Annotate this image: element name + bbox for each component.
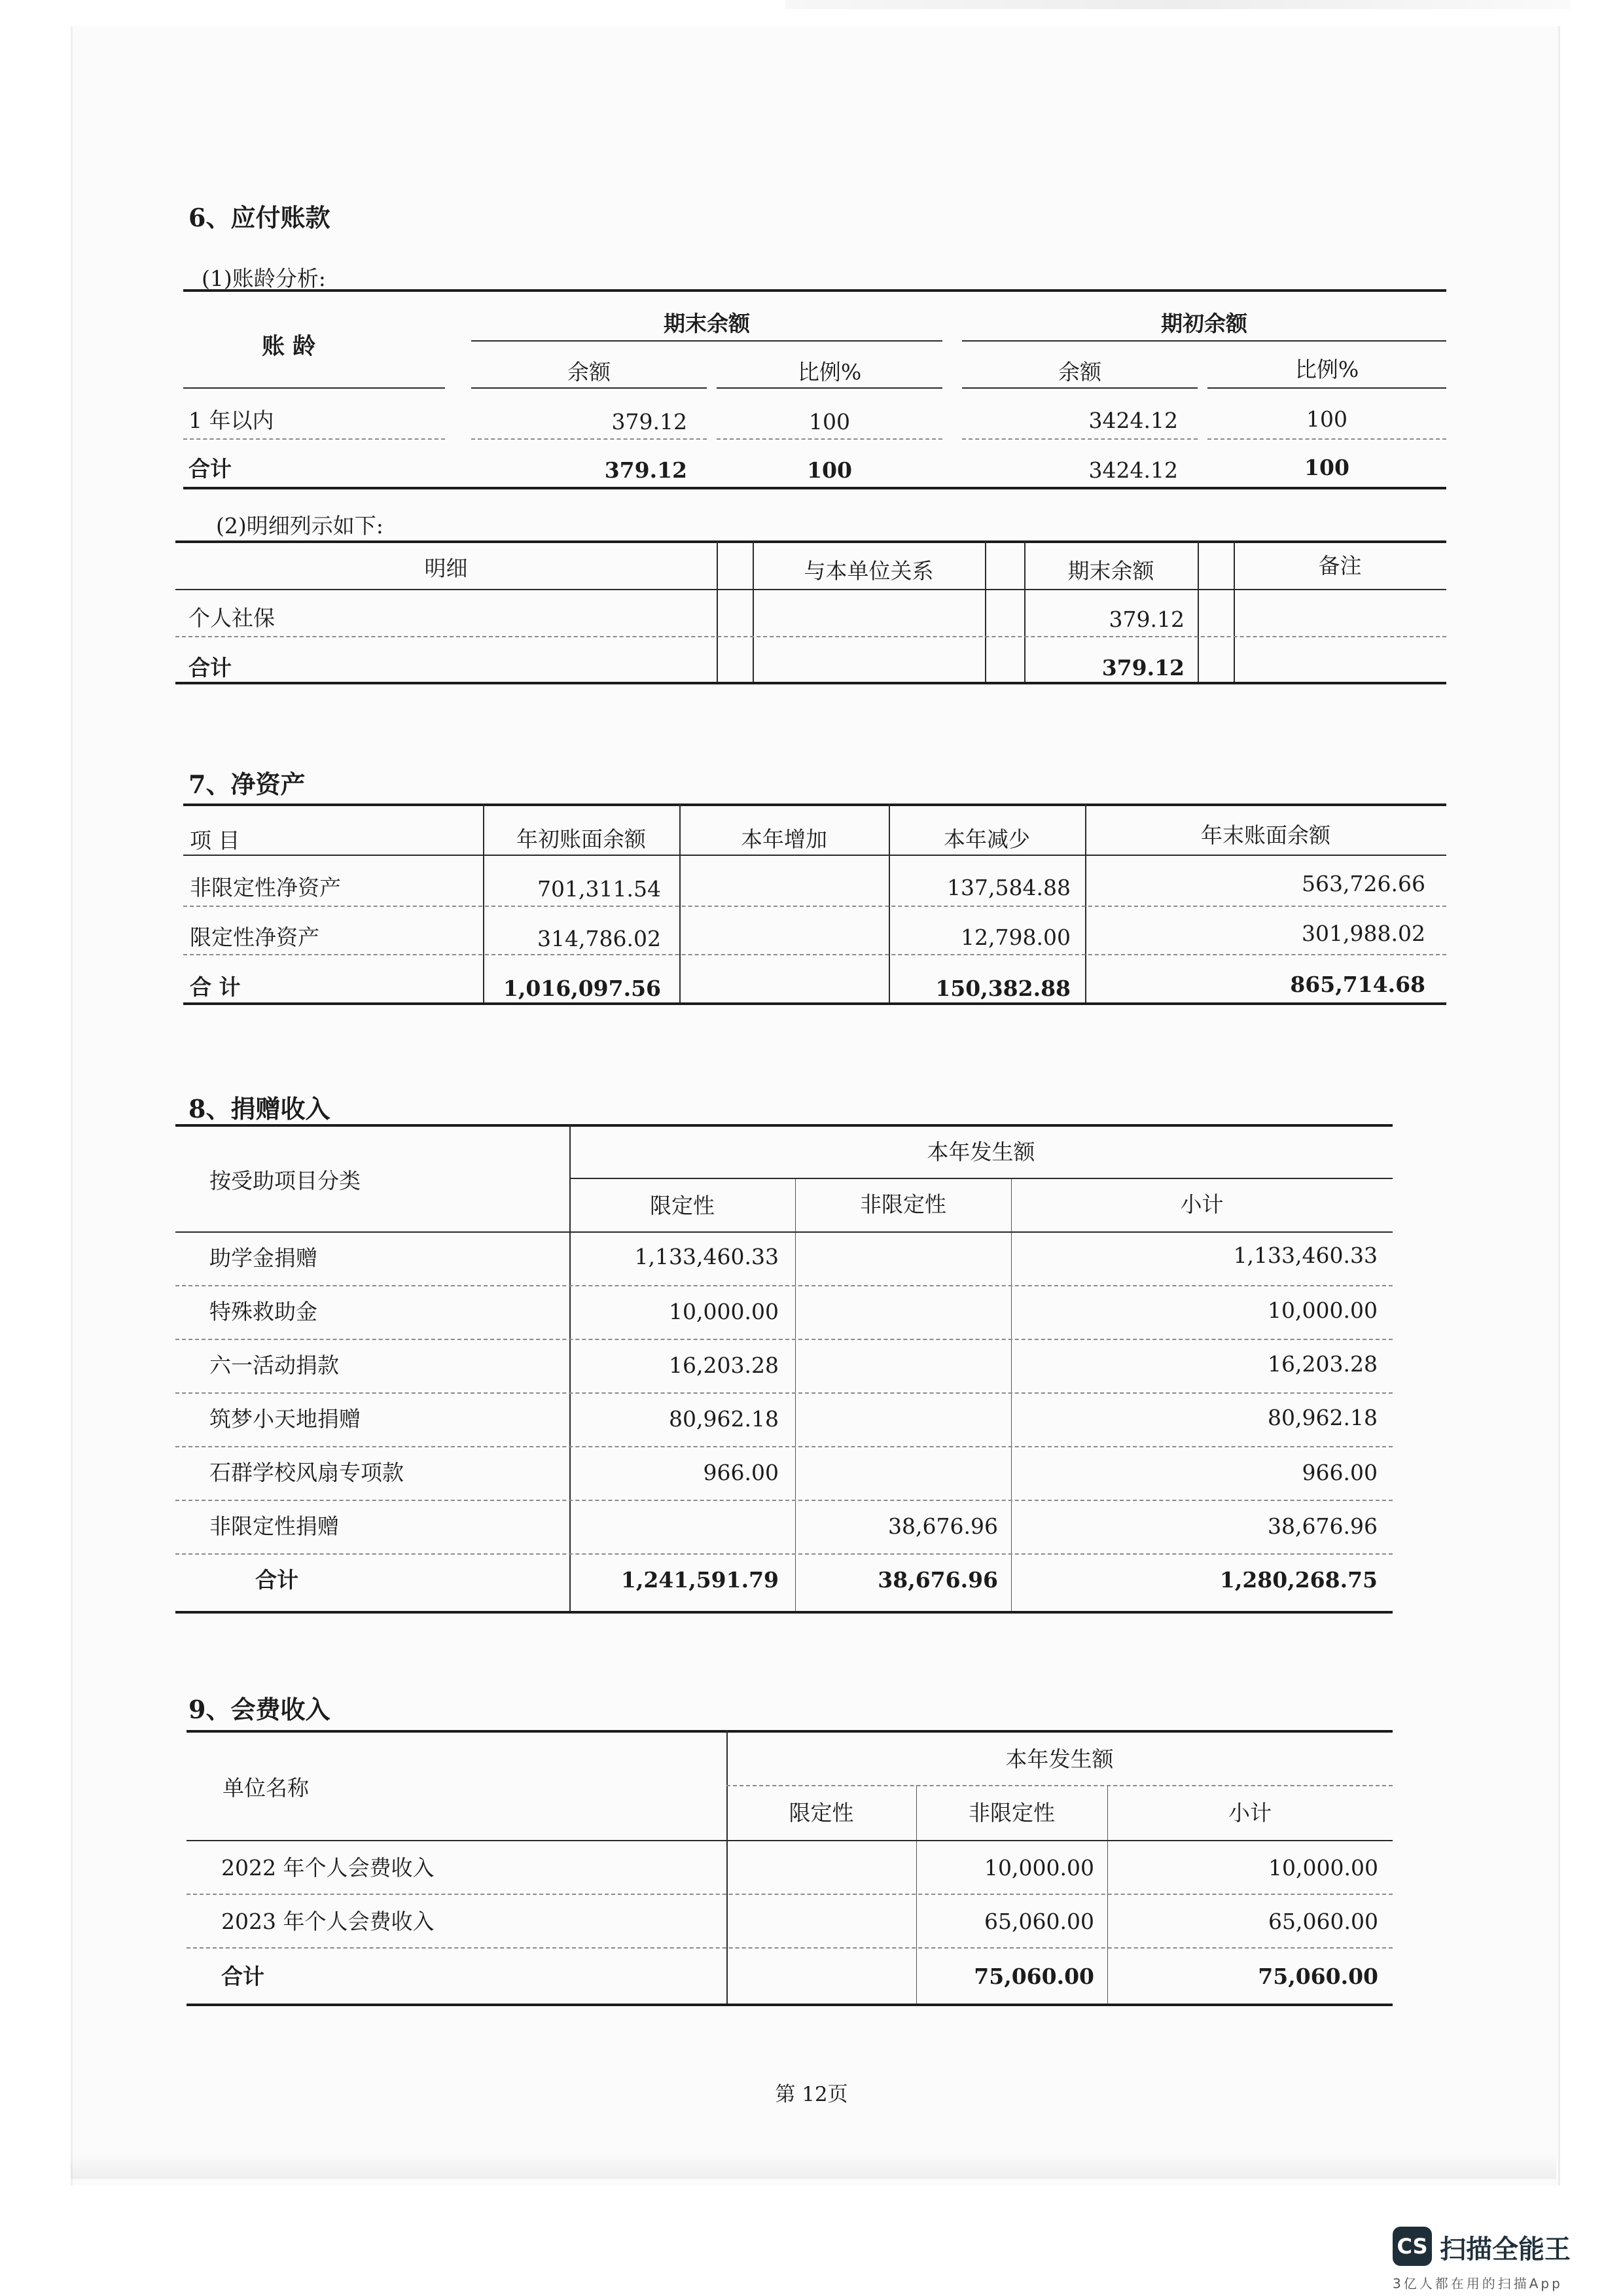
detail-col-relation: 与本单位关系 [804,558,934,584]
detail-row-end-balance: 379.12 [1109,607,1185,632]
fee-row-subtotal: 65,060.00 [1268,1909,1378,1934]
aging-row-end-balance: 379.12 [611,409,687,434]
fee-total-subtotal: 75,060.00 [1258,1964,1378,1989]
donation-sub-subtotal: 小计 [1180,1192,1224,1217]
detail-total-end-balance: 379.12 [1101,655,1185,680]
camscanner-tagline: 3亿人都在用的扫描App [1393,2276,1563,2291]
donation-row-item: 特殊救助金 [209,1299,317,1324]
fee-row-unit: 2022 年个人会费收入 [221,1855,435,1881]
donation-row-restricted: 966.00 [703,1460,779,1485]
aging-total-end-balance: 379.12 [604,457,687,483]
donation-sub-unrestricted: 非限定性 [860,1192,946,1217]
detail-col-end-balance: 期末余额 [1067,558,1154,584]
donation-row-restricted: 80,962.18 [669,1406,779,1432]
donation-row-item: 助学金捐赠 [209,1245,317,1271]
aging-col-age: 账 龄 [262,333,316,360]
donation-row-subtotal: 80,962.18 [1268,1405,1378,1430]
netassets-col-begin: 年初账面余额 [516,826,646,852]
donation-col-category: 按受助项目分类 [209,1168,361,1193]
aging-total-end-ratio: 100 [807,457,852,483]
netassets-row-end: 301,988.02 [1302,921,1425,946]
donation-col-year: 本年发生额 [927,1139,1035,1165]
donation-total-subtotal: 1,280,268.75 [1219,1567,1378,1593]
aging-row-age: 1 年以内 [188,408,274,433]
donation-total-unrestricted: 38,676.96 [878,1567,998,1593]
donation-row-item: 筑梦小天地捐赠 [209,1406,361,1432]
donation-row-restricted: 10,000.00 [669,1299,779,1324]
section-6-title: 6、应付账款 [188,203,330,232]
donation-row-item: 非限定性捐赠 [209,1513,339,1539]
detail-row-name: 个人社保 [188,605,275,631]
aging-sub-begin-ratio: 比例% [1294,357,1359,382]
aging-analysis-label: (1)账龄分析: [202,266,326,291]
aging-row-begin-balance: 3424.12 [1088,408,1178,433]
netassets-row-item: 非限定性净资产 [190,875,341,900]
aging-row-begin-ratio: 100 [1306,406,1347,432]
netassets-col-item: 项 目 [190,828,240,853]
donation-row-restricted: 1,133,460.33 [634,1244,779,1269]
donation-row-item: 石群学校风扇专项款 [209,1460,404,1485]
netassets-total-decrease: 150,382.88 [935,976,1071,1001]
section-7-title: 7、净资产 [188,769,306,799]
aging-sub-end-balance: 余额 [567,359,611,385]
aging-col-begin: 期初余额 [1161,311,1247,336]
netassets-row-item: 限定性净资产 [190,925,319,950]
donation-row-item: 六一活动捐款 [209,1352,339,1378]
donation-row-subtotal: 966.00 [1302,1460,1378,1485]
fee-row-unrestricted: 65,060.00 [984,1909,1094,1934]
netassets-col-increase: 本年增加 [741,826,827,852]
donation-row-unrestricted: 38,676.96 [888,1513,998,1539]
fee-row-unrestricted: 10,000.00 [984,1855,1094,1881]
scan-edge-shadow [71,2153,1556,2179]
fee-col-unit: 单位名称 [223,1775,309,1801]
section-9-title: 9、会费收入 [188,1695,330,1724]
aging-total-begin-balance: 3424.12 [1088,457,1178,483]
section-8-title: 8、捐赠收入 [188,1094,330,1123]
netassets-row-begin: 314,786.02 [537,926,661,951]
netassets-row-end: 563,726.66 [1302,871,1425,896]
scan-edge-shadow [785,0,1571,9]
netassets-total-label: 合 计 [190,974,241,1000]
netassets-row-decrease: 137,584.88 [947,875,1071,900]
detail-col-name: 明细 [424,556,468,581]
aging-row-end-ratio: 100 [809,409,850,434]
page-number: 第 12页 [775,2083,848,2106]
netassets-total-end: 865,714.68 [1290,972,1425,997]
donation-sub-restricted: 限定性 [650,1193,715,1218]
fee-total-unrestricted: 75,060.00 [974,1964,1094,1989]
aging-total-label: 合计 [188,456,232,482]
aging-col-end: 期末余额 [664,311,750,336]
detail-list-label: (2)明细列示如下: [216,513,383,539]
detail-total-label: 合计 [188,655,232,680]
camscanner-brand: 扫描全能王 [1440,2234,1571,2265]
netassets-row-decrease: 12,798.00 [961,925,1071,950]
donation-row-subtotal: 38,676.96 [1268,1513,1378,1539]
donation-row-subtotal: 16,203.28 [1268,1351,1378,1377]
detail-col-note: 备注 [1318,553,1362,578]
netassets-total-begin: 1,016,097.56 [503,976,661,1001]
netassets-col-end: 年末账面余额 [1201,822,1330,848]
donation-total-label: 合计 [255,1567,298,1593]
fee-col-year: 本年发生额 [1005,1746,1114,1772]
donation-row-restricted: 16,203.28 [669,1352,779,1378]
aging-sub-begin-balance: 余额 [1058,359,1101,385]
fee-sub-unrestricted: 非限定性 [969,1800,1055,1826]
donation-total-restricted: 1,241,591.79 [620,1567,779,1593]
aging-sub-end-ratio: 比例% [797,359,862,385]
camscanner-logo-icon: CS [1393,2227,1432,2266]
netassets-row-begin: 701,311.54 [537,876,661,902]
fee-row-subtotal: 10,000.00 [1268,1855,1378,1881]
fee-total-label: 合计 [221,1964,264,1989]
fee-sub-restricted: 限定性 [789,1800,854,1826]
fee-sub-subtotal: 小计 [1228,1800,1272,1826]
donation-row-subtotal: 10,000.00 [1268,1298,1378,1323]
donation-row-subtotal: 1,133,460.33 [1233,1243,1378,1268]
fee-row-unit: 2023 年个人会费收入 [221,1909,435,1934]
aging-total-begin-ratio: 100 [1304,455,1349,480]
netassets-col-decrease: 本年减少 [944,826,1030,852]
